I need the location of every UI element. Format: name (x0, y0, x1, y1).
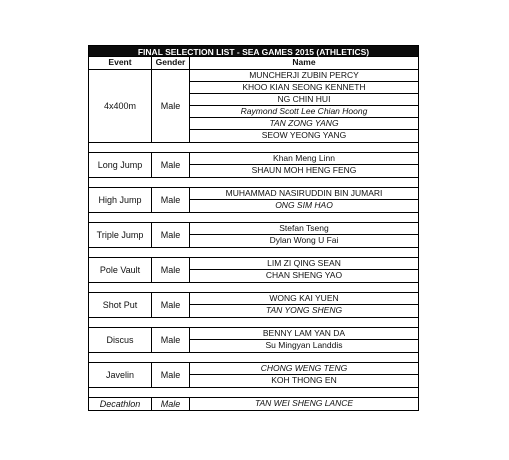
header-event: Event (89, 57, 152, 69)
names-cell (190, 328, 419, 352)
event-cell: Pole Vault (89, 258, 152, 282)
athlete-name: Dylan Wong U Fai (269, 235, 339, 245)
names-cell (190, 363, 419, 387)
athlete-name: Stefan Tseng (190, 223, 418, 235)
gender-cell: Male (152, 328, 190, 352)
gender-cell: Male (152, 153, 190, 177)
event-groups (88, 70, 419, 411)
sheet-title: FINAL SELECTION LIST - SEA GAMES 2015 (ATHLETICS) (88, 45, 419, 57)
names-cell (190, 223, 419, 247)
event-cell: Javelin (89, 363, 152, 387)
event-cell: Decathlon (89, 398, 152, 410)
spacer-row (88, 388, 419, 398)
gender-cell: Male (152, 293, 190, 317)
athlete-name: Su Mingyan Landdis (265, 340, 343, 350)
gender-cell: Male (152, 188, 190, 212)
athlete-name: ONG SIM HAO (275, 200, 333, 210)
event-group (88, 153, 419, 178)
athlete-name: BENNY LAM YAN DA (190, 328, 418, 340)
event-group (88, 398, 419, 411)
spacer-row (88, 213, 419, 223)
event-group (88, 328, 419, 353)
names-cell (190, 153, 419, 177)
event-cell: Discus (89, 328, 152, 352)
event-group (88, 70, 419, 143)
athlete-name: CHONG WENG TENG (190, 363, 418, 375)
athlete-name: WONG KAI YUEN (190, 293, 418, 305)
athlete-name: TAN WEI SHENG LANCE (254, 398, 354, 408)
event-group (88, 188, 419, 213)
event-cell: Triple Jump (89, 223, 152, 247)
athlete-name: Raymond Scott Lee Chian Hoong (190, 106, 418, 118)
selection-sheet (88, 45, 419, 411)
names-cell (190, 398, 419, 410)
event-group (88, 363, 419, 388)
athlete-name: TAN ZONG YANG (190, 118, 418, 130)
athlete-name: KOH THONG EN (271, 375, 337, 385)
spacer-row (88, 353, 419, 363)
spacer-row (88, 283, 419, 293)
athlete-name: SHAUN MOH HENG FENG (251, 165, 357, 175)
athlete-name: SEOW YEONG YANG (261, 130, 347, 140)
header-gender: Gender (152, 57, 190, 69)
header-name: Name (190, 57, 419, 69)
gender-cell: Male (152, 223, 190, 247)
names-cell (190, 188, 419, 212)
athlete-name: CHAN SHENG YAO (265, 270, 343, 280)
event-cell: 4x400m (89, 70, 152, 142)
spacer-row (88, 248, 419, 258)
event-group (88, 293, 419, 318)
athlete-name: LIM ZI QING SEAN (190, 258, 418, 270)
athlete-name: MUHAMMAD NASIRUDDIN BIN JUMARI (190, 188, 418, 200)
athlete-name: Khan Meng Linn (190, 153, 418, 165)
header-row (88, 57, 419, 70)
athlete-name: TAN YONG SHENG (265, 305, 343, 315)
names-cell (190, 70, 419, 142)
names-cell (190, 293, 419, 317)
spacer-row (88, 178, 419, 188)
gender-cell: Male (152, 398, 190, 410)
gender-cell: Male (152, 258, 190, 282)
event-group (88, 258, 419, 283)
athlete-name: NG CHIN HUI (190, 94, 418, 106)
event-group (88, 223, 419, 248)
athlete-name: MUNCHERJI ZUBIN PERCY (190, 70, 418, 82)
spacer-row (88, 318, 419, 328)
athlete-name: KHOO KIAN SEONG KENNETH (190, 82, 418, 94)
spacer-row (88, 143, 419, 153)
event-cell: Shot Put (89, 293, 152, 317)
event-cell: High Jump (89, 188, 152, 212)
gender-cell: Male (152, 363, 190, 387)
event-cell: Long Jump (89, 153, 152, 177)
gender-cell: Male (152, 70, 190, 142)
names-cell (190, 258, 419, 282)
